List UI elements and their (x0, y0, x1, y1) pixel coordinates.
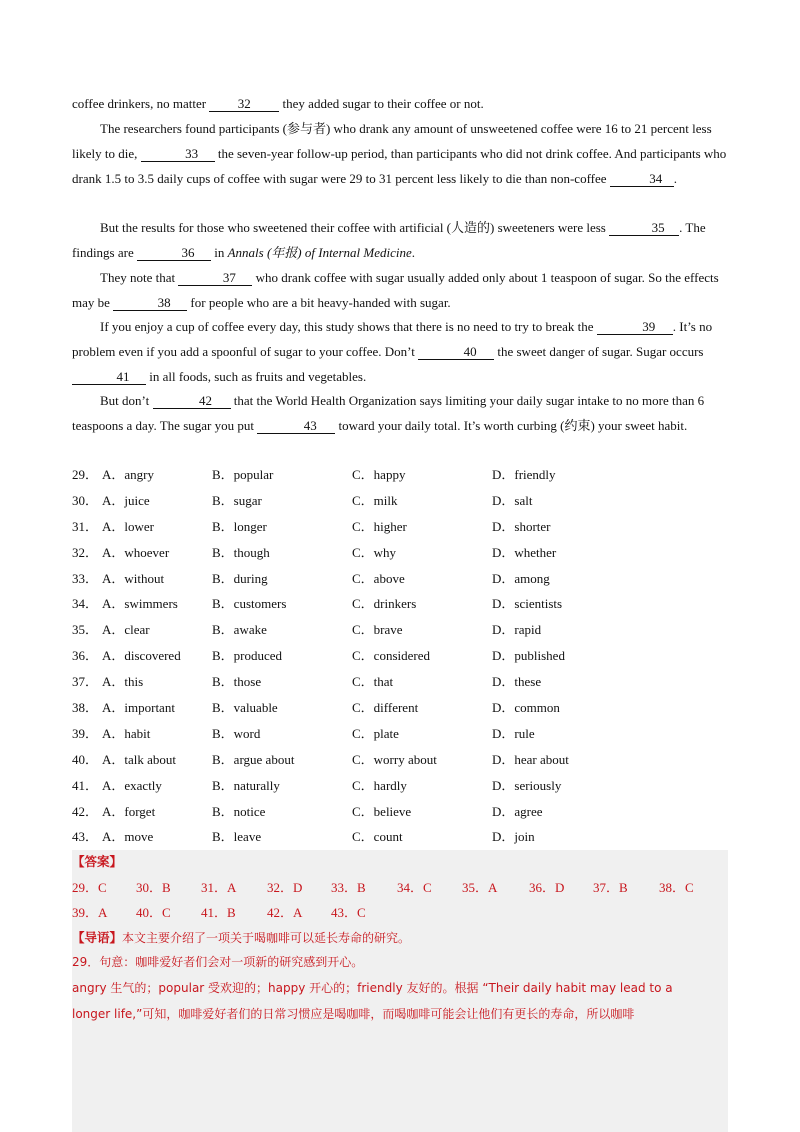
question-number: 39． (72, 725, 99, 741)
option-row-33 (72, 566, 728, 592)
option-row-40 (72, 747, 728, 773)
answer-item: 43．C (331, 905, 366, 920)
text: that the World Health Organization says limiting your daily sugar intake to no more than 6 teaspoons a day. The sugar you put (72, 393, 705, 433)
option-row-34 (72, 591, 728, 617)
option-row-37 (72, 669, 728, 695)
option-d: D．rapid (492, 622, 542, 638)
option-d: D．shorter (492, 518, 551, 534)
question-number: 29． (72, 467, 99, 482)
q29-explanation-line-1: angry 生气的；popular 受欢迎的；happy 开心的；friendly 友好的。根据 “Their daily habit may lead to a (72, 981, 673, 995)
option-d: D．common (492, 700, 560, 716)
option-row-31 (72, 514, 728, 540)
journal-title: Annals (年报) of Internal Medicine (227, 245, 412, 260)
answer-item: 32．D (267, 880, 303, 895)
answer-item: 42．A (267, 905, 303, 920)
option-c: C．that (352, 674, 394, 690)
passage-paragraph-3 (72, 215, 728, 265)
option-row-41 (72, 773, 728, 799)
text: in all foods, such as fruits and vegetables. (146, 369, 367, 384)
option-d: D．friendly (492, 467, 556, 482)
text: the sweet danger of sugar. Sugar occurs (494, 344, 704, 359)
option-row-43 (72, 824, 728, 850)
text: coffee drinkers, no matter (72, 96, 210, 111)
question-number: 30． (72, 492, 99, 508)
answer-item: 38．C (659, 880, 694, 895)
option-c: C．drinkers (352, 596, 417, 612)
options-list (72, 462, 728, 850)
option-c: C．considered (352, 648, 430, 664)
option-c: C．plate (352, 725, 399, 741)
option-a: A．angry (102, 467, 154, 482)
answer-item: 37．B (593, 880, 628, 895)
option-row-36 (72, 643, 728, 669)
option-c: C．higher (352, 518, 407, 534)
answer-item: 39．A (72, 905, 108, 920)
answer-item: 33．B (331, 880, 366, 895)
option-a: A．habit (102, 725, 151, 741)
answer-heading: 【答案】 (72, 854, 123, 869)
option-a: A．juice (102, 492, 150, 508)
text: . The findings are (72, 220, 706, 260)
passage-paragraph-1 (72, 91, 728, 116)
option-d: D．whether (492, 544, 557, 560)
passage-paragraph-6 (72, 388, 728, 438)
option-b: B．sugar (212, 492, 262, 508)
option-d: D．hear about (492, 751, 569, 767)
blank-40: 40 (418, 344, 494, 360)
option-row-42 (72, 799, 728, 825)
option-row-39 (72, 721, 728, 747)
question-number: 38． (72, 700, 99, 716)
blank-32: 32 (209, 96, 279, 112)
text: who drank coffee with sugar usually added only about 1 teaspoon of sugar. So the effects may be (72, 270, 719, 310)
answer-item: 29．C (72, 880, 107, 895)
text: in (210, 245, 228, 260)
option-b: B．though (212, 544, 270, 560)
blank-39: 39 (597, 319, 673, 335)
blank-35: 35 (609, 220, 679, 236)
option-a: A．whoever (102, 544, 170, 560)
option-b: B．produced (212, 648, 283, 664)
option-d: D．seriously (492, 777, 562, 793)
option-b: B．during (212, 570, 268, 586)
option-a: A．swimmers (102, 596, 178, 612)
option-c: C．believe (352, 803, 412, 819)
q29-meaning: 29．句意：咖啡爱好者们会对一项新的研究感到开心。 (72, 955, 364, 969)
answer-key-row-2 (72, 900, 366, 925)
guide-text: 本文主要介绍了一项关于喝咖啡可以延长寿命的研究。 (122, 931, 411, 945)
option-a: A．exactly (102, 777, 162, 793)
answer-item: 36．D (529, 880, 565, 895)
q29-explanation-line-2: longer life,”可知，咖啡爱好者们的日常习惯应是喝咖啡，而喝咖啡可能会让他们有更长的寿命，所以咖啡 (72, 1007, 635, 1021)
option-a: A．without (102, 570, 165, 586)
answer-item: 35．A (462, 880, 498, 895)
text: they added sugar to their coffee or not. (279, 96, 484, 111)
question-number: 36． (72, 648, 99, 664)
option-b: B．naturally (212, 777, 280, 793)
question-number: 40． (72, 751, 99, 767)
option-d: D．join (492, 829, 535, 845)
answer-key-row-1 (72, 875, 694, 900)
option-b: B．notice (212, 803, 266, 819)
text: If you enjoy a cup of coffee every day, this study shows that there is no need to try to break the (100, 319, 597, 334)
question-number: 43． (72, 829, 99, 845)
option-c: C．different (352, 700, 419, 716)
question-number: 37． (72, 674, 99, 690)
answer-section (72, 850, 728, 1132)
guide-label: 【导语】 (72, 930, 123, 945)
option-row-32 (72, 540, 728, 566)
option-c: C．milk (352, 492, 398, 508)
option-b: B．those (212, 674, 262, 690)
text: . (411, 245, 415, 260)
blank-34: 34 (610, 171, 674, 187)
option-c: C．above (352, 570, 405, 586)
option-a: A．move (102, 829, 154, 845)
option-c: C．worry about (352, 751, 437, 767)
option-c: C．hardly (352, 777, 407, 793)
option-a: A．forget (102, 803, 156, 819)
option-b: B．longer (212, 518, 267, 534)
text: But the results for those who sweetened their coffee with artificial (人造的) sweeteners were less (100, 220, 610, 235)
blank-42: 42 (153, 393, 231, 409)
option-d: D．among (492, 570, 550, 586)
option-d: D．salt (492, 492, 533, 508)
answer-item: 34．C (397, 880, 432, 895)
blank-43: 43 (257, 418, 335, 434)
blank-33: 33 (141, 146, 215, 162)
answer-item: 41．B (201, 905, 236, 920)
blank-41: 41 (72, 369, 146, 385)
option-c: C．why (352, 544, 397, 560)
question-number: 33． (72, 570, 99, 586)
option-b: B．leave (212, 829, 262, 845)
question-number: 31． (72, 518, 99, 534)
option-a: A．lower (102, 518, 154, 534)
option-a: A．clear (102, 622, 150, 638)
option-d: D．rule (492, 725, 535, 741)
option-a: A．important (102, 700, 175, 716)
answer-item: 31．A (201, 880, 237, 895)
question-number: 32． (72, 544, 99, 560)
text: . (673, 171, 678, 186)
blank-37: 37 (178, 270, 252, 286)
question-number: 42． (72, 803, 99, 819)
blank-36: 36 (137, 245, 211, 261)
option-d: D．published (492, 648, 565, 664)
guide-line (72, 925, 410, 951)
answer-item: 40．C (136, 905, 171, 920)
question-number: 35． (72, 622, 99, 638)
option-b: B．word (212, 725, 261, 741)
text: for people who are a bit heavy-handed with sugar. (187, 295, 451, 310)
option-row-38 (72, 695, 728, 721)
option-b: B．customers (212, 596, 287, 612)
option-d: D．these (492, 674, 542, 690)
option-b: B．argue about (212, 751, 295, 767)
option-a: A．talk about (102, 751, 177, 767)
option-b: B．popular (212, 467, 274, 482)
question-number: 34． (72, 596, 99, 612)
text: toward your daily total. It’s worth curbing (约束) your sweet habit. (335, 418, 688, 433)
option-a: A．this (102, 674, 144, 690)
option-d: D．scientists (492, 596, 563, 612)
passage-paragraph-2 (72, 116, 728, 191)
option-row-29 (72, 462, 728, 488)
text: But don’t (100, 393, 153, 408)
text: They note that (100, 270, 179, 285)
option-row-30 (72, 488, 728, 514)
option-b: B．awake (212, 622, 267, 638)
passage-paragraph-4 (72, 265, 728, 315)
question-number: 41． (72, 777, 99, 793)
passage-paragraph-5 (72, 314, 728, 389)
option-c: C．happy (352, 467, 406, 482)
answer-item: 30．B (136, 880, 171, 895)
blank-38: 38 (113, 295, 187, 311)
option-b: B．valuable (212, 700, 278, 716)
option-row-35 (72, 617, 728, 643)
option-c: C．count (352, 829, 403, 845)
option-c: C．brave (352, 622, 403, 638)
text: The researchers found participants (参与者) who drank any amount of unsweetened coffee were 16 to 21 percent less likely to die, (72, 121, 712, 161)
option-d: D．agree (492, 803, 543, 819)
option-a: A．discovered (102, 648, 181, 664)
text: the seven-year follow-up period, than participants who did not drink coffee. And participants who drank 1.5 to 3.5 daily cups of coffee with sugar were 29 to 31 percent less likely to die than non-coffee (72, 146, 727, 186)
text: . It’s no problem even if you add a spoonful of sugar to your coffee. Don’t (72, 319, 713, 359)
